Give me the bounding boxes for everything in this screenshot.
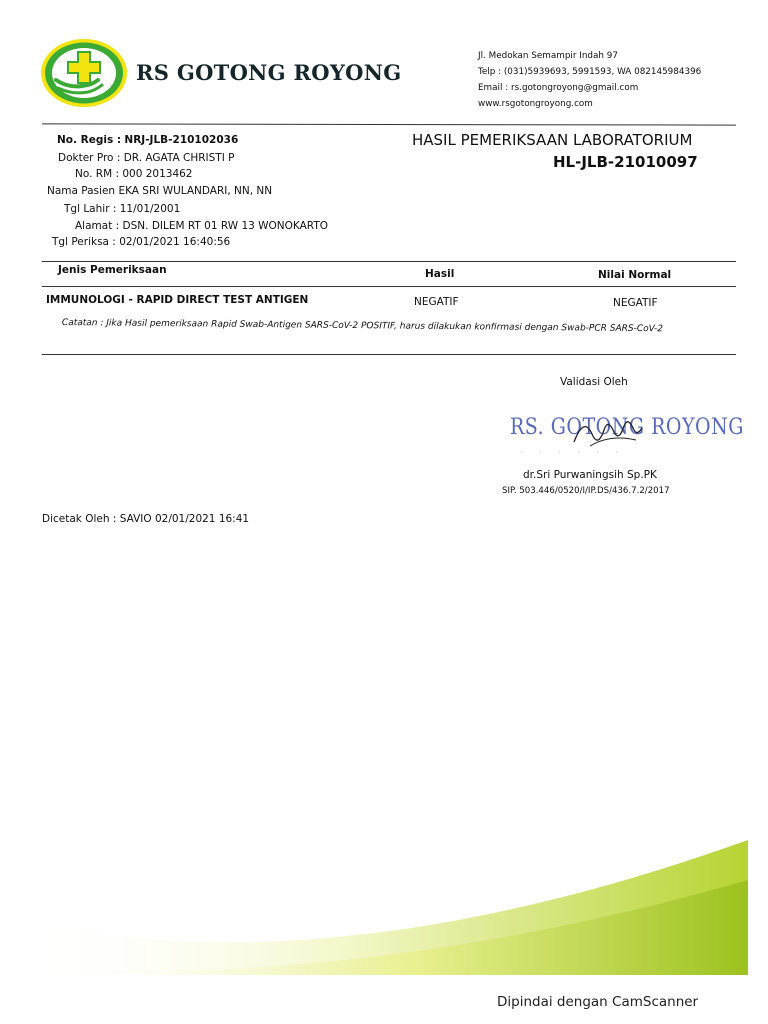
exam-date-value: 02/01/2021 16:40:56 xyxy=(119,236,231,248)
stamp-text: RS. GOTONG ROYONG xyxy=(510,413,744,441)
regis-value: NRJ-JLB-210102036 xyxy=(124,134,239,146)
hospital-contact xyxy=(478,48,701,112)
doctor-sip: SIP. 503.446/0520/I/IP.DS/436.7.2/2017 xyxy=(502,486,670,496)
validation-stamp xyxy=(510,412,744,464)
hospital-email: Email : rs.gotongroyong@gmail.com xyxy=(478,83,639,93)
address-value: DSN. DILEM RT 01 RW 13 WONOKARTO xyxy=(122,220,329,232)
column-header-normal: Nilai Normal xyxy=(598,269,672,281)
printed-by: Dicetak Oleh : SAVIO 02/01/2021 16:41 xyxy=(42,513,250,525)
regis-label: No. Regis : xyxy=(57,134,122,146)
table-bottom-divider xyxy=(42,354,736,355)
dob-label: Tgl Lahir : xyxy=(64,203,117,215)
table-header-divider xyxy=(42,286,736,287)
name-row xyxy=(47,185,272,197)
validation-label: Validasi Oleh xyxy=(560,376,628,388)
doctor-row xyxy=(58,152,234,164)
result-note: Catatan : Jika Hasil pemeriksaan Rapid Swab-Antigen SARS-CoV-2 POSITIF, harus dilakukan konfirmasi dengan Swab-PCR SARS-CoV-2 xyxy=(61,318,664,335)
exam-date-row xyxy=(52,236,230,248)
hospital-phone: Telp : (031)5939693, 5991593, WA 082145984396 xyxy=(478,67,702,77)
stamp-sub-line: · · · · · · xyxy=(520,448,625,457)
scanner-footer: Dipindai dengan CamScanner xyxy=(497,994,699,1010)
rm-row xyxy=(75,168,193,180)
rm-value: 000 2013462 xyxy=(122,168,193,180)
document-code: HL-JLB-21010097 xyxy=(553,153,698,171)
dob-value: 11/01/2001 xyxy=(119,203,181,215)
hospital-name: RS GOTONG ROYONG xyxy=(136,60,402,85)
doctor-value: DR. AGATA CHRISTI P xyxy=(123,152,235,164)
regis-row xyxy=(57,134,238,146)
exam-date-label: Tgl Periksa : xyxy=(52,236,116,248)
column-header-test: Jenis Pemeriksaan xyxy=(58,264,167,276)
table-top-divider xyxy=(42,261,736,262)
validating-doctor: dr.Sri Purwaningsih Sp.PK xyxy=(523,469,657,481)
result-normal-value: NEGATIF xyxy=(613,297,658,309)
hospital-address: Jl. Medokan Semampir Indah 97 xyxy=(478,51,618,61)
name-value: EKA SRI WULANDARI, NN, NN xyxy=(118,185,273,197)
result-value: NEGATIF xyxy=(414,296,459,308)
address-row xyxy=(75,220,328,232)
cross-hands-logo-icon xyxy=(40,38,128,108)
rm-label: No. RM : xyxy=(75,168,119,180)
dob-row xyxy=(64,203,180,215)
hospital-website: www.rsgotongroyong.com xyxy=(478,99,593,109)
name-label: Nama Pasien xyxy=(47,185,116,197)
result-test-name: IMMUNOLOGI - RAPID DIRECT TEST ANTIGEN xyxy=(46,294,309,306)
document-title: HASIL PEMERIKSAAN LABORATORIUM xyxy=(412,131,693,149)
column-header-result: Hasil xyxy=(425,268,455,280)
signature-icon xyxy=(570,412,650,452)
address-label: Alamat : xyxy=(75,220,120,232)
header-divider xyxy=(42,123,736,125)
decorative-swoosh xyxy=(0,780,768,980)
doctor-label: Dokter Pro : xyxy=(58,152,121,164)
